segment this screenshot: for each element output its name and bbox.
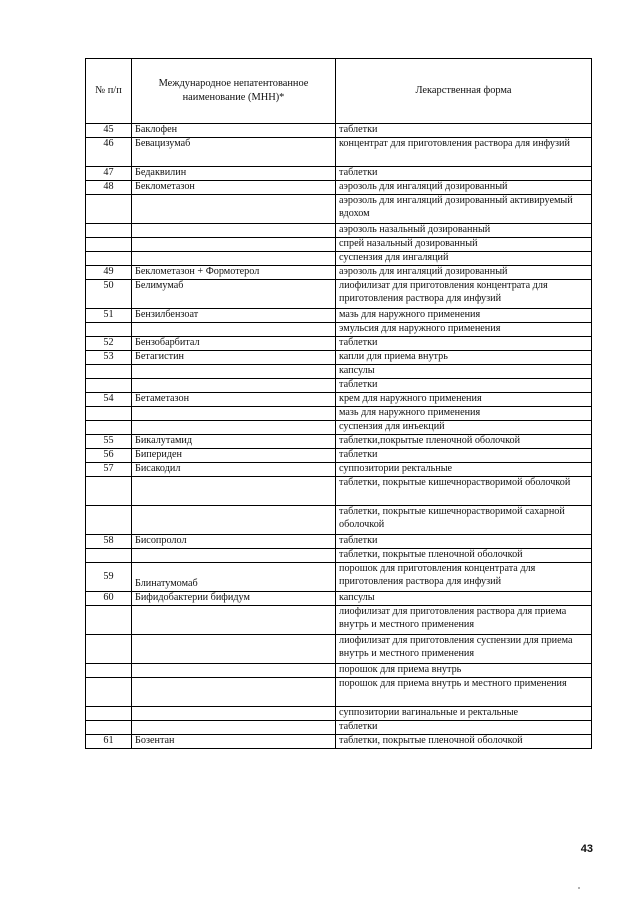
table-body [86,124,592,749]
table-row [86,393,592,407]
table-row [86,449,592,463]
row-number: 49 [86,266,132,280]
table-row [86,721,592,735]
inn-name: Бисакодил [132,463,336,477]
inn-name: Блинатумомаб [132,563,336,592]
row-number [86,407,132,421]
row-number [86,477,132,506]
table-row [86,549,592,563]
table-row [86,181,592,195]
table-row [86,224,592,238]
table-row [86,535,592,549]
dosage-form: аэрозоль для ингаляций дозированный [336,266,592,280]
row-number: 61 [86,735,132,749]
table-row [86,592,592,606]
inn-name: Бозентан [132,735,336,749]
dosage-form: таблетки, покрытые пленочной оболочкой [336,735,592,749]
inn-name [132,195,336,224]
table-row [86,735,592,749]
row-number: 51 [86,309,132,323]
dosage-form: капли для приема внутрь [336,351,592,365]
inn-name [132,664,336,678]
inn-name: Бифидобактерии бифидум [132,592,336,606]
table-row [86,435,592,449]
dosage-form: таблетки [336,721,592,735]
dosage-form: таблетки, покрытые пленочной оболочкой [336,549,592,563]
dosage-form: лиофилизат для приготовления суспензии для приема внутрь и местного применения [336,635,592,664]
inn-name [132,407,336,421]
row-number [86,678,132,707]
dosage-form: таблетки [336,167,592,181]
dosage-form: капсулы [336,365,592,379]
row-number [86,379,132,393]
header-inn: Международное непатентованное наименование (МНН)* [132,59,336,124]
inn-name [132,506,336,535]
row-number [86,606,132,635]
table-row [86,323,592,337]
table-row [86,351,592,365]
inn-name [132,379,336,393]
inn-name: Беклометазон [132,181,336,195]
inn-name [132,252,336,266]
inn-name [132,606,336,635]
inn-name [132,224,336,238]
dosage-form: лиофилизат для приготовления раствора для приема внутрь и местного применения [336,606,592,635]
table-row [86,707,592,721]
scan-speck [578,887,580,889]
table-row [86,167,592,181]
row-number: 58 [86,535,132,549]
dosage-form: мазь для наружного применения [336,407,592,421]
dosage-form: эмульсия для наружного применения [336,323,592,337]
row-number: 47 [86,167,132,181]
medicines-table [85,58,592,749]
inn-name [132,707,336,721]
table-row [86,124,592,138]
header-dosage-form: Лекарственная форма [336,59,592,124]
table-row [86,266,592,280]
inn-name: Бисопролол [132,535,336,549]
row-number: 59 [86,563,132,592]
inn-name [132,477,336,506]
table-row [86,506,592,535]
page-number: 43 [580,843,593,855]
table-row [86,635,592,664]
row-number [86,365,132,379]
row-number [86,421,132,435]
inn-name: Бевацизумаб [132,138,336,167]
table-row [86,252,592,266]
table-row [86,421,592,435]
dosage-form: лиофилизат для приготовления концентрата для приготовления раствора для инфузий [336,280,592,309]
table-row [86,477,592,506]
dosage-form: капсулы [336,592,592,606]
inn-name: Бензилбензоат [132,309,336,323]
dosage-form: суппозитории ректальные [336,463,592,477]
row-number [86,549,132,563]
inn-name: Бетагистин [132,351,336,365]
row-number [86,664,132,678]
inn-name [132,635,336,664]
inn-name [132,365,336,379]
table-row [86,280,592,309]
inn-name [132,678,336,707]
table-header [86,59,592,124]
inn-name: Бедаквилин [132,167,336,181]
row-number [86,635,132,664]
row-number [86,707,132,721]
dosage-form: порошок для приема внутрь и местного применения [336,678,592,707]
row-number [86,195,132,224]
row-number [86,252,132,266]
table-row [86,606,592,635]
table-row [86,563,592,592]
table-row [86,678,592,707]
inn-name: Баклофен [132,124,336,138]
row-number: 57 [86,463,132,477]
row-number: 60 [86,592,132,606]
dosage-form: крем для наружного применения [336,393,592,407]
inn-name [132,238,336,252]
dosage-form: таблетки [336,124,592,138]
table-row [86,138,592,167]
row-number: 50 [86,280,132,309]
table-row [86,379,592,393]
table-row [86,337,592,351]
inn-name: Бетаметазон [132,393,336,407]
table-row [86,664,592,678]
inn-name [132,721,336,735]
header-row [86,59,592,124]
dosage-form: таблетки, покрытые кишечнорастворимой сахарной оболочкой [336,506,592,535]
row-number: 56 [86,449,132,463]
inn-name: Бипериден [132,449,336,463]
row-number [86,506,132,535]
dosage-form: таблетки [336,379,592,393]
dosage-form: таблетки [336,449,592,463]
table-row [86,407,592,421]
dosage-form: таблетки, покрытые кишечнорастворимой оболочкой [336,477,592,506]
dosage-form: суспензия для инъекций [336,421,592,435]
dosage-form: таблетки,покрытые пленочной оболочкой [336,435,592,449]
dosage-form: спрей назальный дозированный [336,238,592,252]
dosage-form: таблетки [336,337,592,351]
dosage-form: таблетки [336,535,592,549]
dosage-form: аэрозоль для ингаляций дозированный [336,181,592,195]
dosage-form: мазь для наружного применения [336,309,592,323]
inn-name [132,323,336,337]
row-number [86,721,132,735]
inn-name: Белимумаб [132,280,336,309]
table-row [86,195,592,224]
inn-name: Беклометазон + Формотерол [132,266,336,280]
inn-name [132,421,336,435]
dosage-form: порошок для приема внутрь [336,664,592,678]
row-number: 52 [86,337,132,351]
row-number [86,238,132,252]
table-row [86,238,592,252]
dosage-form: суппозитории вагинальные и ректальные [336,707,592,721]
row-number [86,323,132,337]
inn-name [132,549,336,563]
dosage-form: концентрат для приготовления раствора для инфузий [336,138,592,167]
table-row [86,463,592,477]
row-number: 55 [86,435,132,449]
row-number [86,224,132,238]
table-row [86,309,592,323]
inn-name: Бензобарбитал [132,337,336,351]
row-number: 54 [86,393,132,407]
row-number: 53 [86,351,132,365]
dosage-form: порошок для приготовления концентрата для приготовления раствора для инфузий [336,563,592,592]
header-number: № п/п [86,59,132,124]
row-number: 48 [86,181,132,195]
row-number: 46 [86,138,132,167]
inn-name: Бикалутамид [132,435,336,449]
dosage-form: суспензия для ингаляций [336,252,592,266]
row-number: 45 [86,124,132,138]
dosage-form: аэрозоль для ингаляций дозированный активируемый вдохом [336,195,592,224]
table-row [86,365,592,379]
dosage-form: аэрозоль назальный дозированный [336,224,592,238]
